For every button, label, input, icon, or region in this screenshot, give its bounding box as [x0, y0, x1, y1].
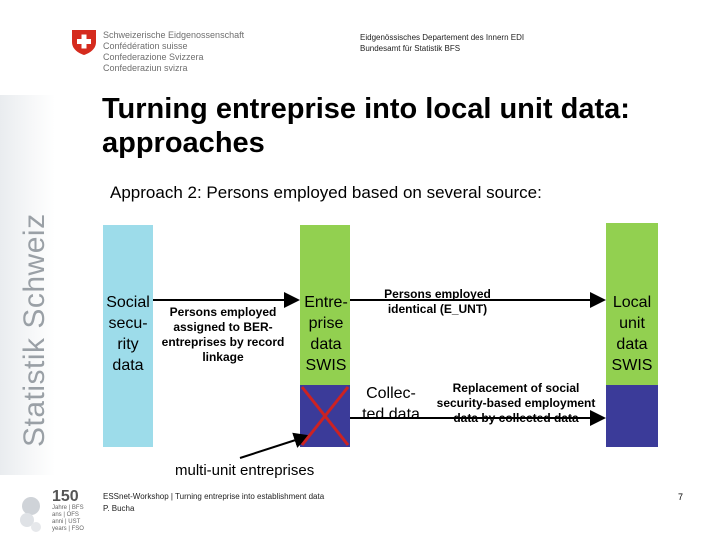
social-security-label: Social secu-rity data	[106, 294, 150, 374]
local-unit-label: Local unit data SWIS	[611, 294, 653, 374]
arrow-multi-unit	[240, 436, 308, 458]
statistik-schweiz-wordmark: Statistik Schweiz	[18, 213, 51, 447]
office-name: Bundesamt für Statistik BFS	[360, 44, 461, 53]
note-assigned-by-linkage: Persons employed assigned to BER-entreprises by record linkage	[161, 305, 285, 364]
entreprise-data-label: Entre-prise data SWIS	[304, 294, 348, 374]
page-number: 7	[678, 492, 684, 502]
slide-title: Turning entreprise into local unit data: approaches	[102, 93, 630, 159]
cross-mark-icon	[302, 387, 348, 445]
agency-name-de: Schweizerische Eidgenossenschaft	[103, 30, 245, 40]
note-replacement: Replacement of social security-based employment data by collected data	[436, 381, 596, 425]
logo-number: 150	[52, 488, 79, 505]
agency-name-fr: Confédération suisse	[103, 41, 188, 51]
slide-subtitle: Approach 2: Persons employed based on several source:	[110, 183, 542, 202]
multi-unit-label: multi-unit entreprises	[175, 462, 315, 479]
department-name: Eidgenössisches Departement des Innern EDI	[360, 33, 525, 42]
agency-name-it: Confederazione Svizzera	[103, 52, 204, 62]
agency-name-rm: Confederaziun svizra	[103, 63, 188, 73]
note-identical-employment: Persons employed identical (E_UNT)	[384, 287, 491, 316]
collected-data-label: Collec-ted data	[362, 385, 420, 423]
workshop-footer: ESSnet-Workshop | Turning entreprise into establishment data	[103, 492, 325, 501]
author-footer: P. Bucha	[103, 504, 135, 513]
logo-caption: Jahre | BFS ans | OFS anni | UST years | FSO	[52, 505, 84, 532]
